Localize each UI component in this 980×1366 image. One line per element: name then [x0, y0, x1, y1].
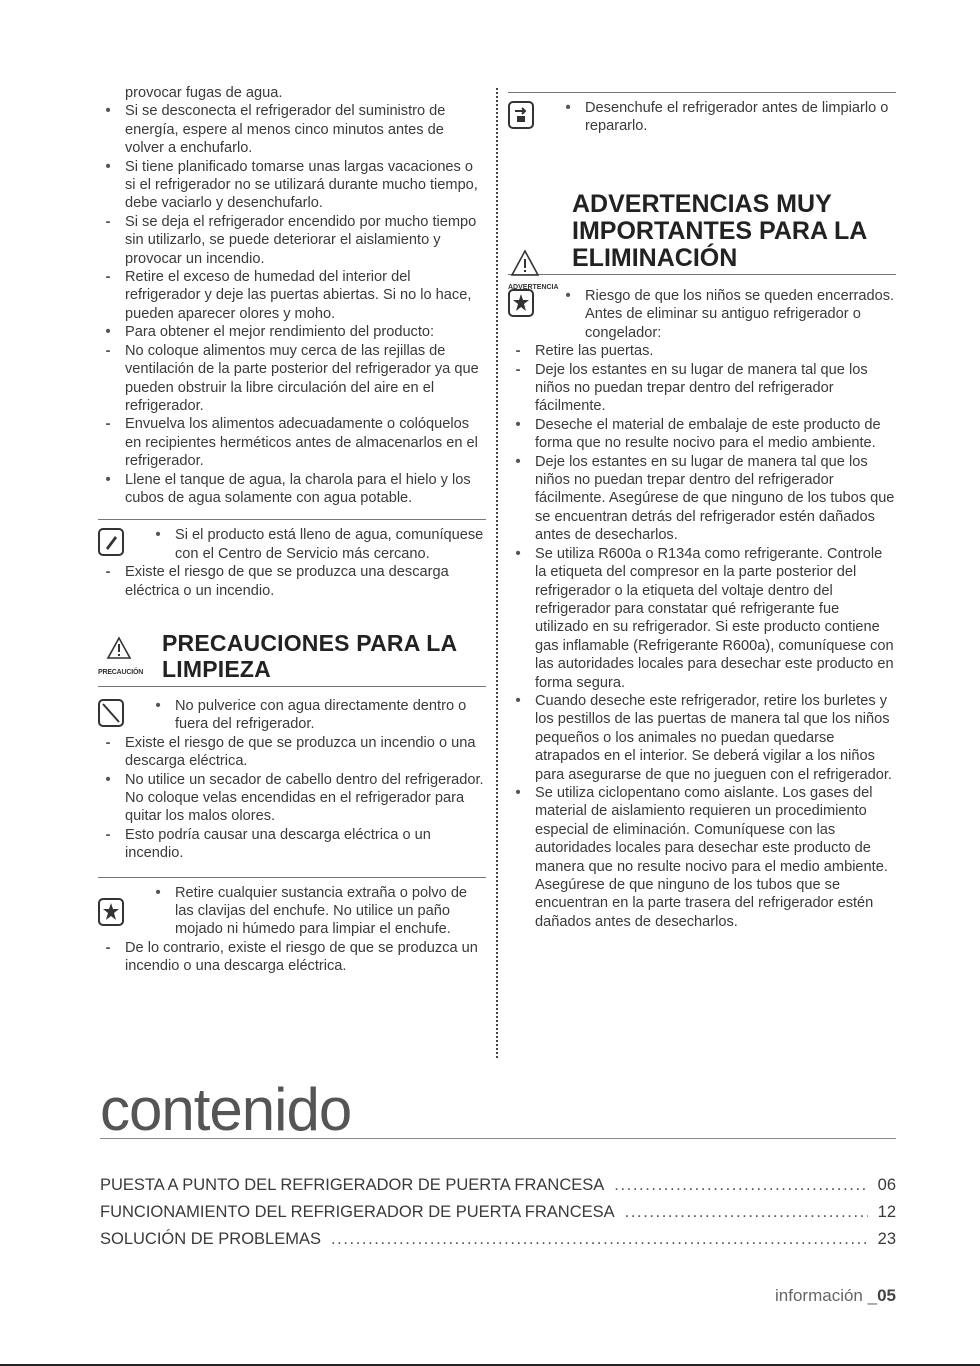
list-item-text: Esto podría causar una descarga eléctrica o un incendio.: [125, 826, 431, 862]
section-heading-disposal: [508, 190, 896, 291]
dash-mark: -: [105, 213, 111, 230]
contents-title: contenido: [100, 1076, 352, 1143]
list-item: • Riesgo de que los niños se queden encerrados. Antes de eliminar su antiguo refrigerador o congelador:: [565, 288, 895, 341]
list-item: [98, 323, 486, 341]
note-box-children: [508, 281, 896, 342]
section-caption: PRECAUCIÓN: [98, 668, 144, 676]
page-number: 05: [877, 1286, 896, 1305]
right-column: [508, 84, 896, 931]
left-column: [98, 84, 486, 976]
dash-mark: -: [105, 416, 111, 433]
list-item: [98, 102, 486, 157]
list-item-text: Retire el exceso de humedad del interior del refrigerador y deje las puertas abiertas. Si no lo hace, pueden aparecer olores y moho.: [125, 269, 472, 322]
toc-entry[interactable]: [100, 1174, 896, 1196]
list-item: [98, 213, 486, 268]
warning-triangle-icon: [106, 636, 132, 660]
list-item-text: Deje los estantes en su lugar de manera tal que los niños no puedan trepar dentro del refrigerador fácilmente. Asegúrese de que ninguno de los tubos que se encuentran detrás del refrigerador estén dañados antes de desecharlos.: [535, 453, 895, 544]
list-item-text: Si se deja el refrigerador encendido por mucho tiempo sin utilizarlo, se puede deteriorar el aislamiento y provocar un incendio.: [125, 213, 477, 267]
list-item: • Desenchufe el refrigerador antes de limpiarlo o repararlo.: [565, 100, 889, 135]
bullet-mark: •: [105, 103, 111, 120]
list-item: • Si el producto está lleno de agua, comuníquese con el Centro de Servicio más cercano.: [155, 527, 484, 562]
page-footer: [775, 1286, 896, 1306]
list-item-text: Se utiliza R600a o R134a como refrigerante. Controle la etiqueta del compresor en la parte posterior del refrigerador o la etiqueta del voltaje dentro del refrigerador para constatar qué refrigerante fue utilizado en su refrigerador. Si este producto contiene gas inflamable (Refrigerante R600a), comuníquese con las autoridades locales para desechar este producto en forma segura.: [535, 545, 894, 691]
list-item: [98, 771, 486, 826]
unplug-plug-icon: [508, 101, 534, 129]
plug-icon: [98, 898, 124, 926]
bullet-mark: •: [105, 324, 111, 341]
footer-label: información _: [775, 1286, 878, 1305]
note-box-water: [98, 519, 486, 600]
list-item-text: Deje los estantes en su lugar de manera tal que los niños no puedan trepar dentro del refrigerador fácilmente.: [535, 361, 868, 415]
list-item: [98, 158, 486, 213]
no-spray-icon: [98, 699, 124, 727]
list-item: [508, 692, 896, 784]
list-item: [98, 826, 486, 863]
bullet-mark: •: [105, 158, 111, 175]
section-title-line: IMPORTANTES PARA LA: [572, 217, 868, 245]
list-item-text: Deseche el material de embalaje de este producto de forma que no resulte nocivo para el medio ambiente.: [535, 416, 881, 452]
list-item-text: Cuando deseche este refrigerador, retire los burletes y los pestillos de las puertas de manera tal que los niños pequeños o los animales no puedan quedarse atrapados en el interior. Se deberá vigilar a los niños para asegurarse de que no jueguen con el refrigerador.: [535, 692, 892, 783]
bullet-mark: •: [515, 545, 521, 562]
list-item: [98, 84, 486, 102]
toc-page: 23: [877, 1230, 896, 1248]
list-item: - De lo contrario, existe el riesgo de que se produzca un incendio o una descarga eléctrica.: [105, 939, 478, 975]
list-item: - Existe el riesgo de que se produzca un incendio o una descarga eléctrica.: [105, 734, 476, 770]
bullet-mark: •: [515, 784, 521, 801]
list-item-text: Envuelva los alimentos adecuadamente o colóquelos en recipientes herméticos antes de almacenarlos en el refrigerador.: [125, 416, 478, 470]
section-heading-cleaning: [98, 630, 486, 687]
list-item-text: Para obtener el mejor rendimiento del producto:: [125, 324, 435, 341]
list-item: • Retire cualquier sustancia extraña o polvo de las clavijas del enchufe. No utilice un paño mojado ni húmedo para limpiar el enchufe.: [155, 884, 468, 938]
bullet-mark: •: [105, 471, 111, 488]
column-divider: [496, 88, 498, 1058]
bullet-mark: •: [515, 416, 521, 433]
list-item-text: provocar fugas de agua.: [125, 85, 283, 101]
toc-page: 06: [877, 1176, 896, 1194]
bullet-mark: •: [515, 692, 521, 709]
list-item-text: Si se desconecta el refrigerador del suministro de energía, espere al menos cinco minutos antes de volver a enchufarlo.: [125, 103, 446, 157]
list-item: [98, 471, 486, 508]
list-item: [98, 342, 486, 416]
toc-label: PUESTA A PUNTO DEL REFRIGERADOR DE PUERTA FRANCESA: [100, 1176, 605, 1194]
dash-mark: -: [515, 343, 521, 360]
list-item-text: Llene el tanque de agua, la charola para el hielo y los cubos de agua solamente con agua potable.: [125, 471, 471, 506]
list-item-text: Se utiliza ciclopentano como aislante. Los gases del material de aislamiento requieren un procedimiento especial de eliminación. Comuníquese con las autoridades locales para desechar este producto de manera que no resulte nocivo para el medio ambiente. Asegúrese de que ninguno de los tubos que se encuentran en la parte trasera del refrigerador estén dañados antes de desecharlos.: [535, 784, 888, 930]
list-item-text: No coloque alimentos muy cerca de las rejillas de ventilación de la parte posterior del refrigerador ya que pueden obstruir la libre circulación del aire en el refrigerador.: [125, 342, 479, 414]
list-item: • No pulverice con agua directamente dentro o fuera del refrigerador.: [155, 697, 467, 733]
list-item: [508, 416, 896, 453]
list-item: [508, 784, 896, 931]
toc-leader: [331, 1228, 868, 1250]
bullet-mark: •: [105, 771, 111, 788]
contents-rule: [100, 1138, 896, 1139]
note-box-unplug: [508, 92, 896, 139]
toc-entry[interactable]: [100, 1228, 896, 1250]
bullet-mark: •: [515, 453, 521, 470]
dash-mark: -: [105, 826, 111, 843]
toc-page: 12: [877, 1203, 896, 1221]
warning-triangle-icon: [510, 249, 540, 277]
toc-leader: [625, 1201, 868, 1223]
dash-mark: -: [105, 342, 111, 359]
list-item: - Existe el riesgo de que se produzca una descarga eléctrica o un incendio.: [105, 564, 449, 599]
list-item-text: Si tiene planificado tomarse unas largas vacaciones o si el refrigerador no se utilizará durante mucho tiempo, debe vaciarlo y desenchufarlo.: [125, 158, 478, 212]
list-item: [98, 415, 486, 470]
list-item: [508, 545, 896, 692]
note-box-plug: [98, 877, 486, 976]
dash-mark: -: [105, 269, 111, 286]
list-item: [508, 342, 896, 360]
section-title-line: LIMPIEZA: [162, 655, 271, 682]
list-item: [98, 268, 486, 323]
list-item: [508, 453, 896, 545]
list-item: [508, 361, 896, 416]
toc-leader: [614, 1174, 867, 1196]
list-item-text: Retire las puertas.: [535, 343, 654, 360]
toc-label: SOLUCIÓN DE PROBLEMAS: [100, 1230, 321, 1248]
section-title-line: ADVERTENCIAS MUY: [572, 190, 832, 218]
dash-mark: -: [515, 361, 521, 378]
section-title-line: PRECAUCIONES PARA LA: [162, 629, 458, 656]
child-lock-icon: [508, 289, 534, 317]
list-item-text: No utilice un secador de cabello dentro del refrigerador. No coloque velas encendidas en el refrigerador para quitar los malos olores.: [125, 771, 484, 825]
section-caption: ADVERTENCIA: [508, 284, 559, 291]
toc-label: FUNCIONAMIENTO DEL REFRIGERADOR DE PUERTA FRANCESA: [100, 1203, 615, 1221]
note-box-spray: [98, 691, 486, 771]
toc-entry[interactable]: [100, 1201, 896, 1223]
section-title-line: ELIMINACIÓN: [572, 244, 738, 272]
pen-note-icon: [98, 528, 124, 556]
